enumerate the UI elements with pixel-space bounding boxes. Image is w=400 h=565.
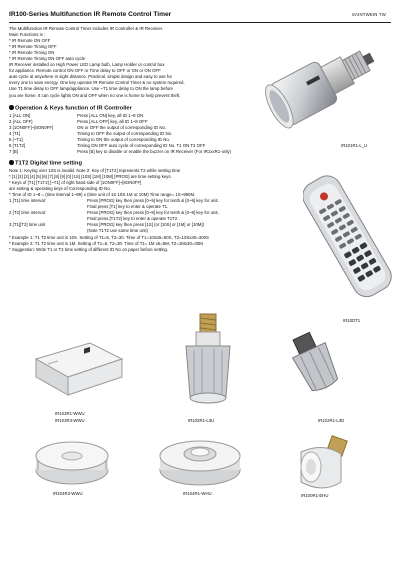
socket-adapter-caption: IR100R1-EHU [301,493,329,498]
lamp-down-caption: IR102R1-L3D [318,418,345,423]
key-desc: ON or OFF the output of corresponding ID No. [77,125,167,131]
key-name: 7 [B] [9,149,18,155]
key-desc: Timing to OFF the output of corresponding ID No. [77,131,173,137]
intro-line: Main Functions is : [9,32,46,38]
keys-section-title-text: Operation & Keys function of IR Controller [15,105,132,112]
page-title: IR100-Series Multifunction IR Remote Control Timer [9,11,172,18]
timing-note: * Time of ID 1~8 = (time interval 1~99) x (time unit of 1S 10S 1M or 10M) Time range= 1S~990M. [9,192,196,198]
intro-line: for appliance. Remote control ON OFF or Time delay to OFF or ON or ON OFF [9,68,161,74]
timing-key: 3 [T1][T2] time unit [9,222,46,228]
bulb-caption: IR101R1-L_U [341,143,368,148]
timing-note: * Keys of [T1] [T1T2] [~T1] of right hand side of [1ON0FF]~[8ON0FF] [9,180,142,186]
intro-line: every one to save energy. One key operate IR Remote Control Timer & no system required. [9,80,185,86]
round-receiver-mid-caption: IR104R1-WHU [183,491,212,496]
control-box-image [28,337,128,399]
intro-block [9,26,185,99]
brand-label: SAINTWEIN TW [351,12,386,17]
intro-line: * IR Remote Timing ON [9,50,55,56]
timing-example: * Suggestion: Write T1 or T2 time setting of different ID No on paper before setting. [9,246,169,252]
remote-caption: IR10DT1 [343,318,361,323]
socket-adapter-image [293,434,355,500]
intro-line: Use T1 time delay to OFF lamp/appliance. Use ~T1 time delay to ON the lamp before [9,86,173,92]
lamp-holder-image [176,312,240,408]
control-box-caption-2: IR103R3-WWU [55,418,85,423]
key-name: 6 [T1T2] [9,143,26,149]
timing-key: 2 [T2] time interval: [9,210,46,216]
timing-desc: Press [PROG] key then press [1S] (or [10S] or [1M] or [10M]) [87,222,205,228]
timing-note: Note 1: Keying over 10S is invalid. Note 2: Key of [T1T2] represents T2 while setting time. [9,168,182,173]
key-name: 4 [T1] [9,131,21,137]
keys-section-title [9,105,132,112]
lamp-holder-caption: IR102R1-L3U [188,418,215,423]
control-box-caption: IR103R1-WWU [55,411,85,416]
key-name: 5 [~T1] [9,137,23,143]
key-desc: Press [ALL ON] key, all ID 1~8 ON [77,113,144,118]
intro-line: IR Receiver installed on High Power LED Lamp bulb, Lamp Holder or control box [9,62,165,68]
timing-note: are setting & operating keys of Corresponding ID No. [9,186,111,192]
round-receiver-left-image [32,430,112,490]
key-name: 3 [1ON0FF]~[8ON0FF] [9,125,54,131]
timing-section-title-text: T1T2 Digital time setting [15,160,82,167]
bullet-icon [9,105,14,110]
timing-key [9,228,87,234]
remote-control-image [303,170,393,305]
lamp-down-image [287,328,347,398]
key-desc: Press [ALL OFF] key, all ID 1~8 OFF [77,119,148,125]
intro-line: auto cycle at anywhere in sight distance. Practical, simple design and easy to use for [9,74,172,80]
timing-section-title [9,160,82,167]
keys-table [9,113,231,155]
key-desc: Press [B] key to disable or enable the buzzer on IR Receiver (For IR1xxR1-only) [77,149,232,155]
intro-line: * IR Remote Timing OFF [9,44,57,50]
timing-desc: Final press [T1T2] key to enter & operate T1T2. [87,216,179,222]
key-name: 2 [ALL OFF] [9,119,33,125]
bullet-icon [9,160,14,165]
timing-desc: Final press [T1] key to enter & operate T1. [87,204,169,210]
round-receiver-left-caption: IR104R3-WWU [53,491,83,496]
timing-desc: Press [PROG] key then press [0~9] key for tenth & [0~9] key for unit. [87,210,219,216]
timing-example: * Example 1: T1 T2 time unit is 10S. Setting of T1=5, T2=30. Time of T1=10Sx5=50S, T2=10Sx30=300S [9,234,209,240]
key-desc: Timing ON OFF auto cycle of corresponding ID No. T1 ON T2 OFF [77,143,206,149]
timing-key: 1 [T1] time interval: [9,198,46,204]
key-desc: Timing to ON the output of corresponding ID No. [77,137,171,143]
intro-line: you are home. It can cycle lights ON and OFF when no one is home to help prevent theft. [9,92,181,98]
round-receiver-mid-image [155,430,245,492]
intro-line: * IR Remote Timing ON OFF auto cycle [9,56,86,62]
intro-line: The Multifunction IR Remote Control Timer includes IR Controller & IR Receiver. [9,26,164,31]
led-bulb-image [253,22,393,142]
timing-desc: (Note T1T2 use same time unit) [87,228,148,234]
key-name: 1 [ALL ON] [9,113,31,118]
timing-example: * Example 2: T1 T2 time unit is 1M. Setting of T1=5, T2=30. Time of T1= 1M x5=5M, T2=1Mx30=30M [9,240,203,246]
intro-line: * IR Remote ON OFF [9,38,51,44]
timing-block [9,168,219,253]
keys-row [9,149,231,155]
timing-note: * [1] [2] [3] [4] [5] [6] [7] [8] [9] [0] [1S] [10S] [1M] [10M] [PROG] are time setting keys. [9,174,172,180]
timing-desc: Press [PROG] key then press [0~9] key for tenth & [0~9] key for unit. [87,198,219,204]
